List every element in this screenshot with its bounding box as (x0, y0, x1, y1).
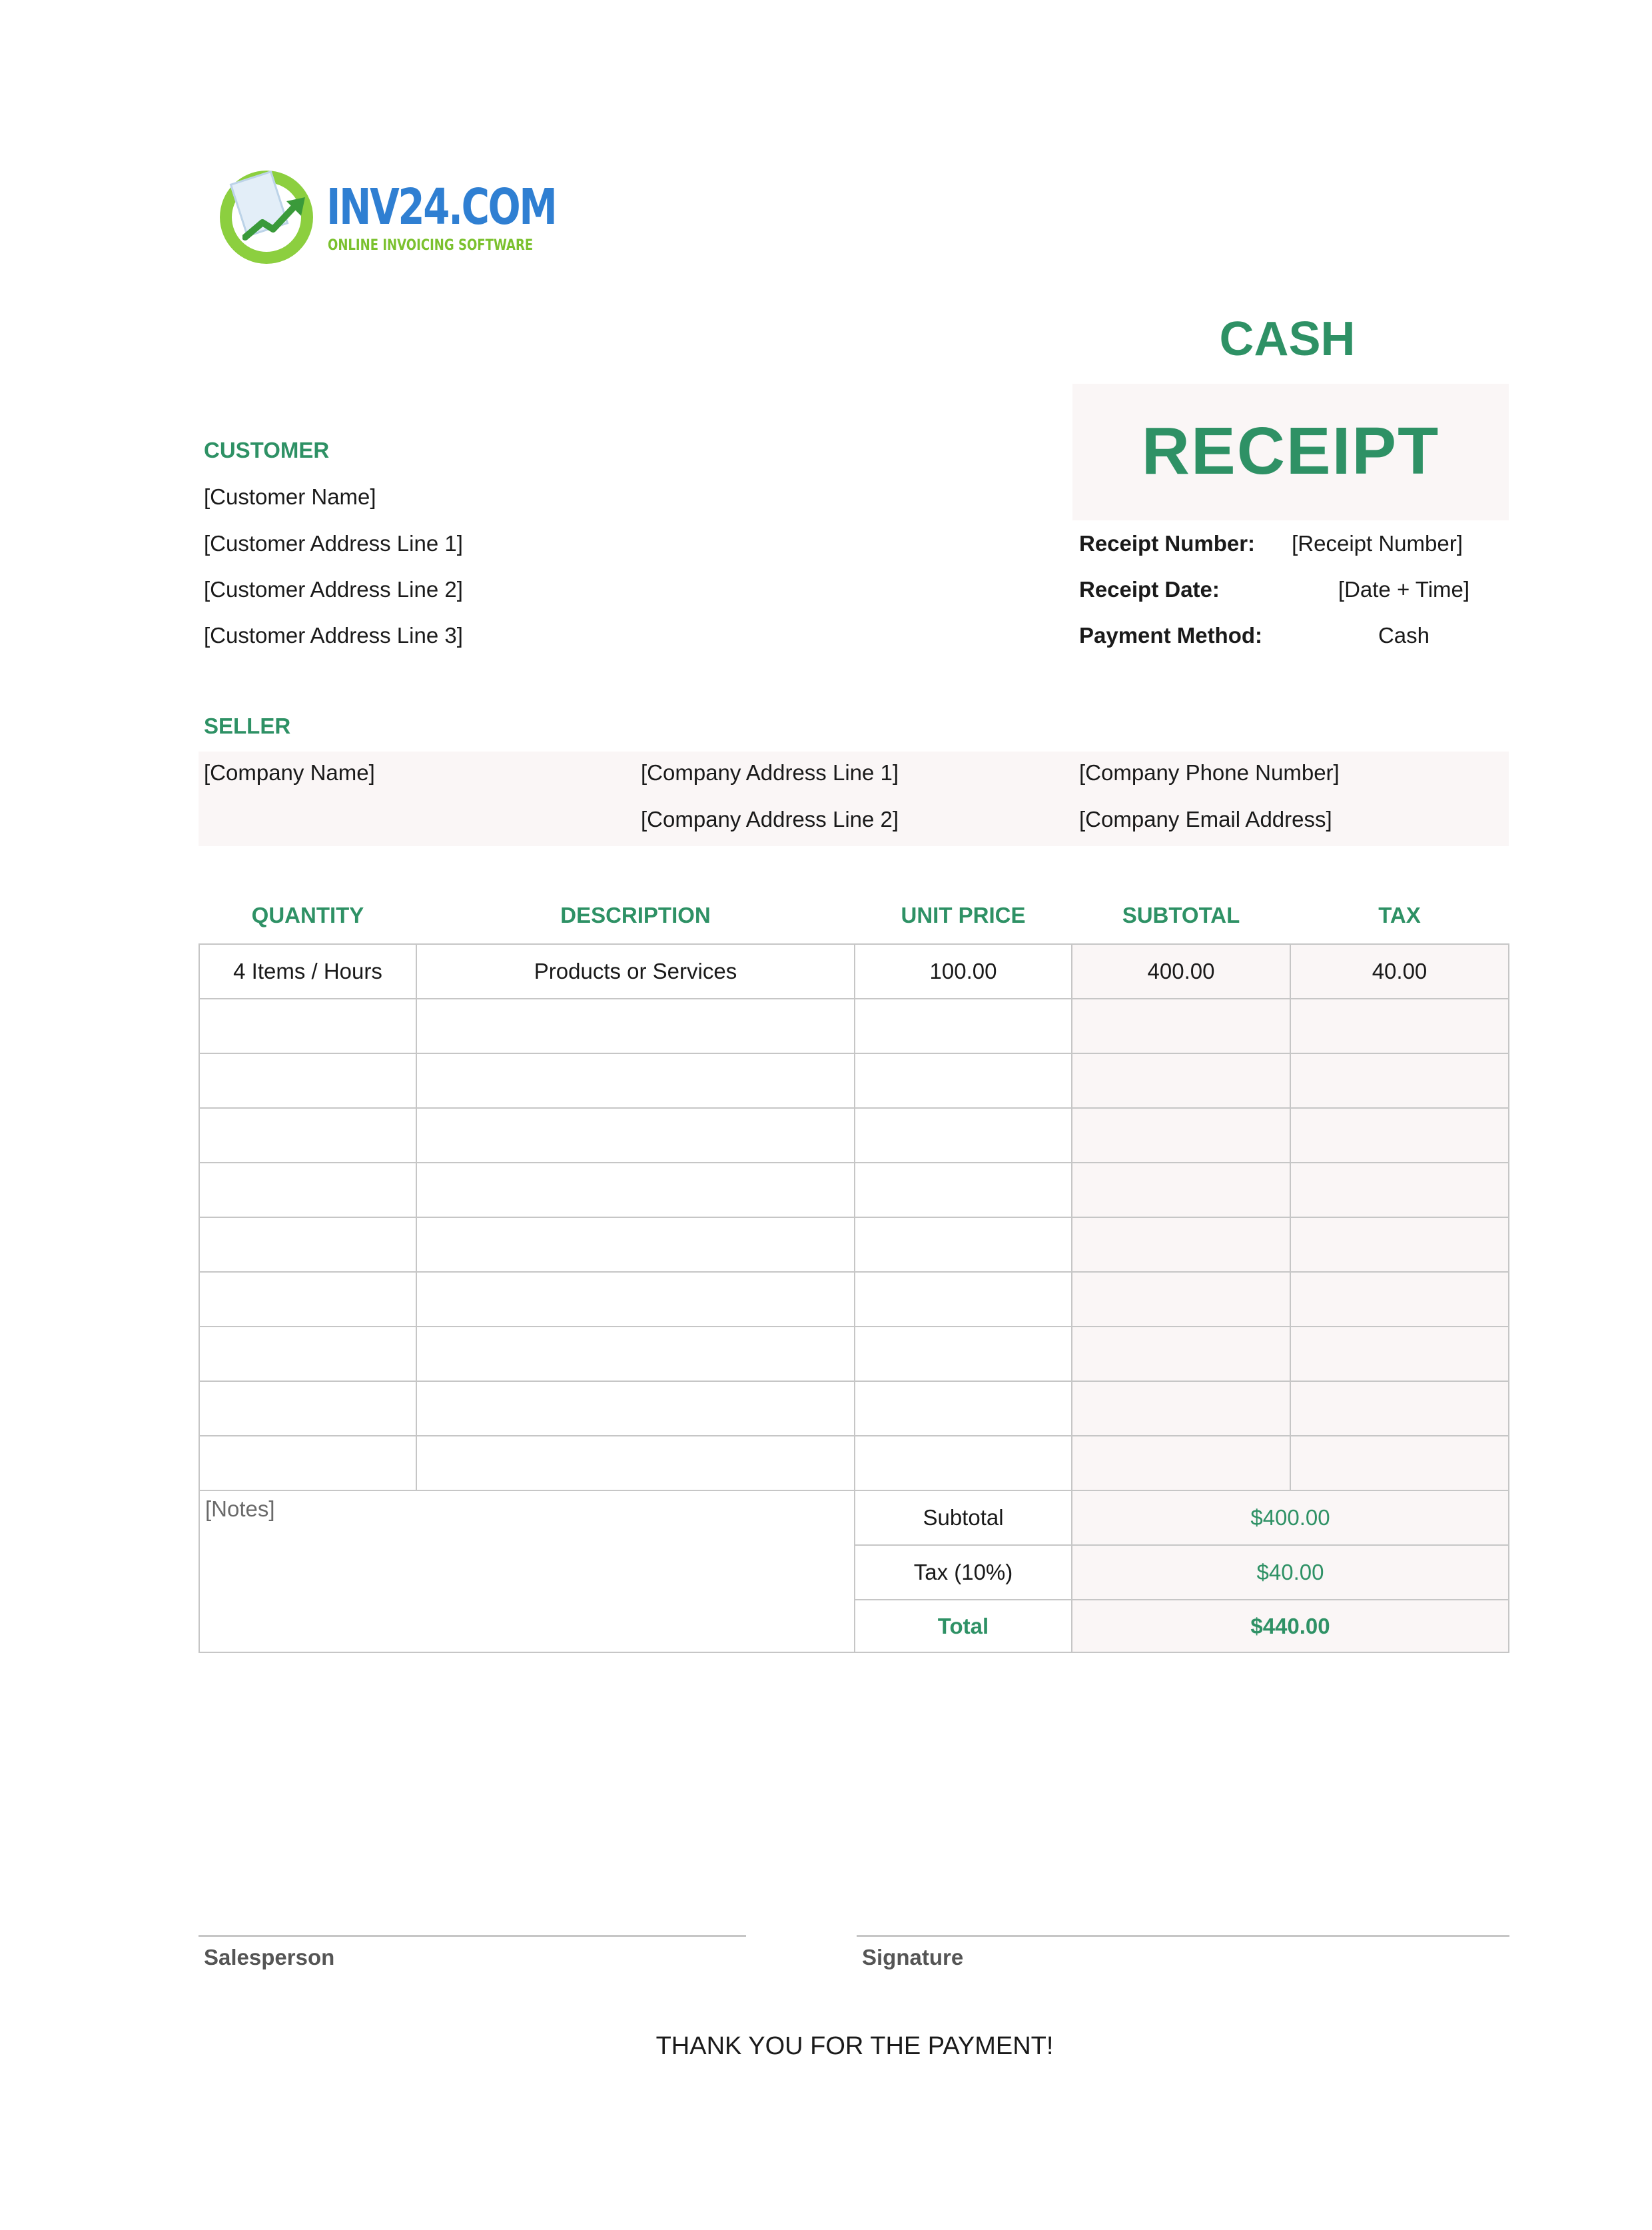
salesperson-label: Salesperson (204, 1945, 335, 1969)
empty-cell (854, 998, 1072, 1054)
tax-value-cell (1071, 1544, 1509, 1600)
empty-cell (199, 998, 417, 1054)
notes-box (199, 1490, 855, 1653)
payment-method-label: Payment Method: (1079, 623, 1263, 648)
seller-label: SELLER (204, 714, 291, 738)
receipt-date-label: Receipt Date: (1079, 577, 1220, 602)
subtotal-value-cell (1071, 1490, 1509, 1546)
total-label-cell (854, 1599, 1072, 1653)
empty-cell (199, 1381, 417, 1436)
empty-cell (1290, 1326, 1509, 1382)
header-description: DESCRIPTION (560, 903, 711, 927)
empty-cell (1290, 998, 1509, 1054)
cell-unit-price (854, 943, 1072, 999)
empty-cell (854, 1053, 1072, 1109)
empty-cell (199, 1162, 417, 1218)
total-label: Total (937, 1613, 989, 1638)
logo-arrow-icon (242, 196, 309, 243)
empty-cell (416, 1107, 855, 1163)
cell-unit-price-text: 100.00 (929, 959, 997, 983)
empty-cell (1071, 1107, 1291, 1163)
subtotal-label-cell (854, 1490, 1072, 1546)
empty-cell (1290, 1162, 1509, 1218)
cell-tax-text: 40.00 (1372, 959, 1428, 983)
notes-text: [Notes] (205, 1496, 275, 1521)
empty-cell (854, 1326, 1072, 1382)
cell-quantity-text: 4 Items / Hours (233, 959, 382, 983)
company-address-line-1: [Company Address Line 1] (641, 760, 899, 785)
cell-quantity (199, 943, 417, 999)
tax-label-cell (854, 1544, 1072, 1600)
empty-cell (416, 1162, 855, 1218)
empty-cell (1071, 1271, 1291, 1327)
empty-cell (416, 1326, 855, 1382)
customer-address-line-1: [Customer Address Line 1] (204, 531, 463, 556)
empty-cell (199, 1217, 417, 1273)
empty-cell (416, 1381, 855, 1436)
empty-cell (199, 1053, 417, 1109)
empty-cell (199, 1107, 417, 1163)
customer-name: [Customer Name] (204, 484, 376, 509)
empty-cell (1290, 1217, 1509, 1273)
salesperson-line (199, 1935, 746, 1937)
cell-tax (1290, 943, 1509, 999)
customer-address-line-2: [Customer Address Line 2] (204, 577, 463, 602)
empty-cell (199, 1271, 417, 1327)
empty-cell (1290, 1381, 1509, 1436)
empty-cell (416, 1435, 855, 1491)
receipt-number-value: [Receipt Number] (1292, 531, 1463, 556)
company-name: [Company Name] (204, 760, 375, 785)
empty-cell (416, 1217, 855, 1273)
company-logo (220, 171, 556, 264)
customer-label: CUSTOMER (204, 438, 330, 462)
payment-method-value: Cash (1378, 623, 1430, 648)
empty-cell (1290, 1107, 1509, 1163)
signature-label: Signature (862, 1945, 964, 1969)
subtotal-value: $400.00 (1250, 1505, 1330, 1530)
empty-cell (854, 1435, 1072, 1491)
empty-cell (1290, 1435, 1509, 1491)
cell-description (416, 943, 855, 999)
empty-cell (1071, 1381, 1291, 1436)
company-address-line-2: [Company Address Line 2] (641, 807, 899, 832)
empty-cell (854, 1107, 1072, 1163)
cell-description-text: Products or Services (534, 959, 737, 983)
total-value: $440.00 (1250, 1613, 1330, 1638)
empty-cell (1290, 1053, 1509, 1109)
receipt-number-label: Receipt Number: (1079, 531, 1256, 556)
subtotal-label: Subtotal (923, 1505, 1004, 1530)
company-phone: [Company Phone Number] (1079, 760, 1340, 785)
empty-cell (199, 1435, 417, 1491)
signature-line (857, 1935, 1509, 1937)
thank-you-message: THANK YOU FOR THE PAYMENT! (655, 2032, 1054, 2060)
empty-cell (1290, 1271, 1509, 1327)
total-value-cell (1071, 1599, 1509, 1653)
items-table (199, 943, 1509, 1653)
receipt-date-value: [Date + Time] (1338, 577, 1470, 602)
empty-cell (416, 1053, 855, 1109)
header-subtotal: SUBTOTAL (1122, 903, 1240, 927)
title-cash: CASH (1219, 312, 1356, 366)
cell-subtotal-text: 400.00 (1147, 959, 1215, 983)
empty-cell (416, 1271, 855, 1327)
empty-cell (854, 1271, 1072, 1327)
tax-label: Tax (10%) (913, 1560, 1013, 1584)
empty-cell (199, 1326, 417, 1382)
empty-cell (854, 1162, 1072, 1218)
header-quantity: QUANTITY (251, 903, 364, 927)
empty-cell (416, 998, 855, 1054)
header-tax: TAX (1378, 903, 1421, 927)
header-unit-price: UNIT PRICE (901, 903, 1026, 927)
empty-cell (1071, 1053, 1291, 1109)
empty-cell (1071, 998, 1291, 1054)
company-email: [Company Email Address] (1079, 807, 1332, 832)
empty-cell (854, 1217, 1072, 1273)
empty-cell (854, 1381, 1072, 1436)
cell-subtotal (1071, 943, 1291, 999)
empty-cell (1071, 1435, 1291, 1491)
tax-value: $40.00 (1256, 1560, 1324, 1584)
empty-cell (1071, 1217, 1291, 1273)
empty-cell (1071, 1162, 1291, 1218)
logo-title: INV24.COM (326, 179, 556, 236)
logo-subtitle: ONLINE INVOICING SOFTWARE (328, 237, 534, 254)
empty-cell (1071, 1326, 1291, 1382)
title-receipt: RECEIPT (1141, 414, 1440, 488)
customer-address-line-3: [Customer Address Line 3] (204, 623, 463, 648)
